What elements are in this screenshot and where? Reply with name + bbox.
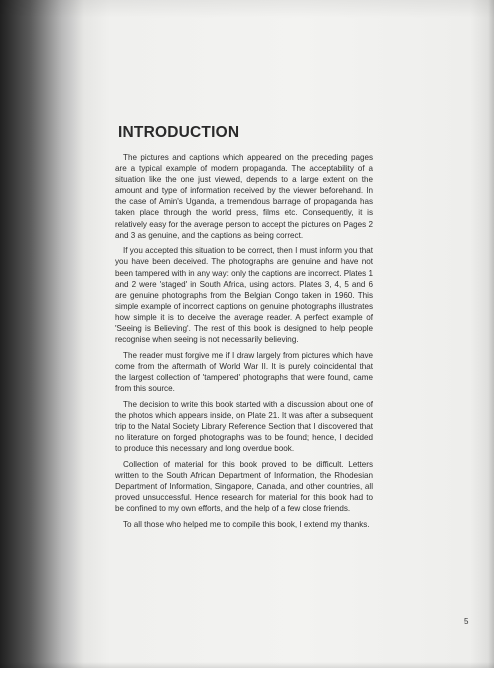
paragraph: If you accepted this situation to be correct, then I must inform you that you have been deceived. The photographs are genuine and have not been tampered with in any way: only the captions are incorrect. Plates 1 and 2 were 'staged' in South Africa, using actors. Plates 3, 4, 5 and 6 are genuine photographs from the Belgian Congo taken in 1960. This simple example of incorrect captions on genuine photographs illustrates how simple it is to deceive the average reader. A perfect example of 'Seeing is Believing'. The rest of this book is designed to help people recognise when seeing is not necessarily believing.	[115, 246, 373, 345]
page-right-edge	[488, 0, 494, 668]
body-text	[115, 152, 373, 535]
paragraph: To all those who helped me to compile this book, I extend my thanks.	[123, 519, 370, 529]
paragraph: The reader must forgive me if I draw largely from pictures which have come from the aftermath of World War II. It is purely coincidental that the largest collection of 'tampered' photographs that were found, came from this source.	[115, 350, 373, 394]
paragraph: The decision to write this book started with a discussion about one of the photos which appears inside, on Plate 21. It was after a subsequent trip to the Natal Society Library Reference Section that I discovered that no literature on forged photographs was to be found; hence, I decided to produce this necessary and long overdue book.	[115, 399, 373, 454]
page-number: 5	[464, 617, 469, 626]
paragraph: Collection of material for this book proved to be difficult. Letters written to the South African Department of Information, the Rhodesian Department of Information, Singapore, Canada, and other countries, all proved unsuccessful. Hence research for material for this book had to be confined to my own efforts, and the help of a few close friends.	[115, 459, 373, 514]
page-bottom-edge	[0, 662, 494, 668]
paragraph: The pictures and captions which appeared on the preceding pages are a typical example of modern propaganda. The acceptability of a situation like the one just viewed, depends to a large extent on the amount and type of information received by the viewer beforehand. In the case of Amin's Uganda, a tremendous barrage of propaganda has taken place through the world press, films etc. Consequently, it is relatively easy for the average person to accept the pictures on Pages 2 and 3 as genuine, and the captions as being correct.	[115, 153, 373, 240]
chapter-heading: INTRODUCTION	[118, 124, 240, 141]
page-top-shadow	[0, 0, 494, 18]
